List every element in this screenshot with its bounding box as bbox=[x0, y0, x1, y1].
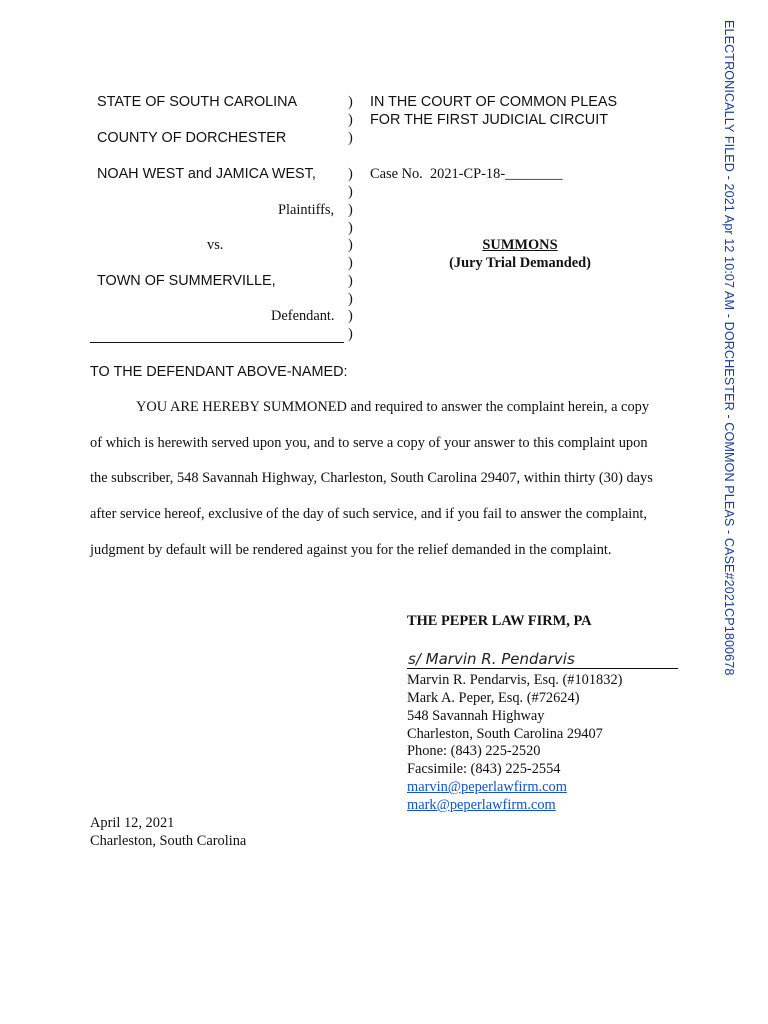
caption-paren: ) bbox=[348, 326, 353, 342]
firm-address-1: 548 Savannah Highway bbox=[407, 708, 545, 724]
signature-line bbox=[407, 668, 678, 669]
attorney-1: Marvin R. Pendarvis, Esq. (#101832) bbox=[407, 672, 623, 688]
caption-paren: ) bbox=[348, 291, 353, 307]
caption-paren: ) bbox=[348, 255, 353, 271]
signature bbox=[408, 650, 575, 668]
caption-defendant: TOWN OF SUMMERVILLE, bbox=[97, 273, 276, 289]
body-line: judgment by default will be rendered against you for the relief demanded in the complaint. bbox=[90, 542, 612, 558]
addressee: TO THE DEFENDANT ABOVE-NAMED: bbox=[90, 364, 348, 380]
document-subtitle: (Jury Trial Demanded) bbox=[449, 255, 591, 271]
body-line: YOU ARE HEREBY SUMMONED and required to answer the complaint herein, a copy bbox=[136, 399, 650, 415]
filing-place: Charleston, South Carolina bbox=[90, 833, 247, 849]
caption-paren: ) bbox=[348, 130, 353, 146]
caption-paren: ) bbox=[348, 273, 353, 289]
caption-paren: ) bbox=[348, 202, 353, 218]
vs-label: vs. bbox=[207, 237, 224, 253]
caption-rule bbox=[90, 342, 344, 343]
firm-name: THE PEPER LAW FIRM, PA bbox=[407, 613, 592, 629]
email-link-marvin[interactable]: marvin@peperlawfirm.com bbox=[407, 779, 567, 795]
firm-address-2: Charleston, South Carolina 29407 bbox=[407, 726, 603, 742]
case-label: Case No. bbox=[370, 166, 423, 182]
email-link-mark[interactable]: mark@peperlawfirm.com bbox=[407, 797, 556, 813]
caption-plaintiffs: NOAH WEST and JAMICA WEST, bbox=[97, 166, 316, 182]
signature-prefix: s/ bbox=[408, 650, 421, 668]
court-line-1: IN THE COURT OF COMMON PLEAS bbox=[370, 94, 618, 110]
caption-paren: ) bbox=[348, 94, 353, 110]
caption-paren: ) bbox=[348, 112, 353, 128]
defendant-label: Defendant. bbox=[271, 308, 335, 324]
caption-county: COUNTY OF DORCHESTER bbox=[97, 130, 287, 146]
caption-paren: ) bbox=[348, 166, 353, 182]
signature-name: Marvin R. Pendarvis bbox=[425, 650, 575, 668]
court-line-2: FOR THE FIRST JUDICIAL CIRCUIT bbox=[370, 112, 608, 128]
case-number: 2021-CP-18-________ bbox=[429, 166, 563, 182]
attorney-2: Mark A. Peper, Esq. (#72624) bbox=[407, 690, 580, 706]
filing-date: April 12, 2021 bbox=[90, 815, 175, 831]
firm-phone: Phone: (843) 225-2520 bbox=[407, 743, 541, 759]
document-title: SUMMONS bbox=[482, 237, 558, 253]
efiling-stamp: ELECTRONICALLY FILED - 2021 Apr 12 10:07 AM - DORCHESTER - COMMON PLEAS - CASE#2021CP1800678 bbox=[722, 20, 736, 676]
case-number-line bbox=[370, 166, 563, 183]
caption-state: STATE OF SOUTH CAROLINA bbox=[97, 94, 298, 110]
caption-paren: ) bbox=[348, 237, 353, 253]
caption-paren: ) bbox=[348, 184, 353, 200]
body-line: after service hereof, exclusive of the day of such service, and if you fail to answer the complaint, bbox=[90, 506, 648, 522]
firm-fax: Facsimile: (843) 225-2554 bbox=[407, 761, 561, 777]
caption-paren: ) bbox=[348, 308, 353, 324]
body-line: the subscriber, 548 Savannah Highway, Charleston, South Carolina 29407, within thirty (30) days bbox=[90, 470, 653, 486]
plaintiffs-label: Plaintiffs, bbox=[278, 202, 335, 218]
caption-paren: ) bbox=[348, 220, 353, 236]
body-line: of which is herewith served upon you, and to serve a copy of your answer to this complaint upon bbox=[90, 435, 648, 451]
